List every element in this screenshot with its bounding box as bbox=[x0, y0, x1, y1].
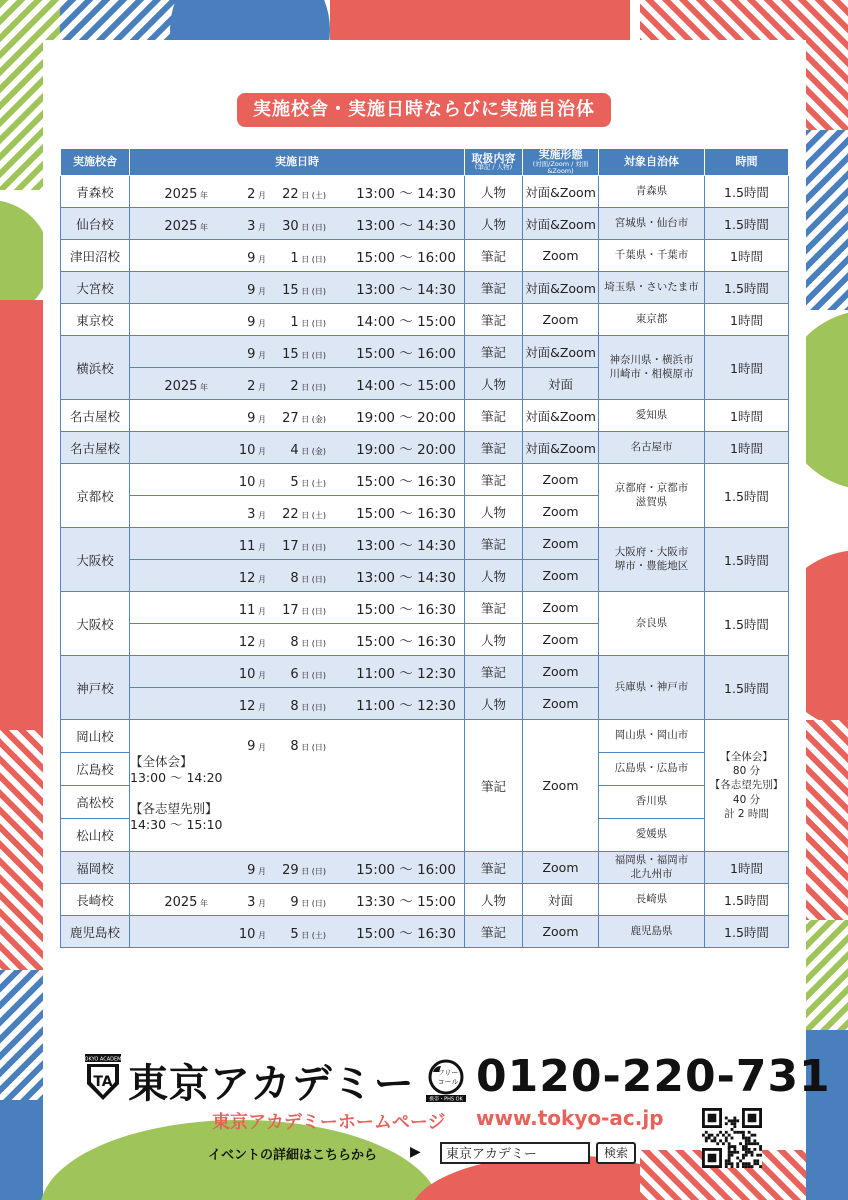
duration-cell: 1時間 bbox=[705, 304, 789, 336]
format-cell: Zoom bbox=[523, 240, 599, 272]
datetime-cell: 11 月 17 日 (日) 15:00 ～ 16:30 bbox=[130, 592, 465, 624]
brand-name: 東京アカデミー bbox=[128, 1061, 415, 1107]
table-row bbox=[61, 884, 789, 916]
content-cell: 人物 bbox=[465, 884, 523, 916]
content-cell: 筆記 bbox=[465, 304, 523, 336]
duration-cell: 1.5時間 bbox=[705, 176, 789, 208]
school-cell: 大阪校 bbox=[61, 528, 130, 592]
format-cell: 対面&Zoom bbox=[523, 176, 599, 208]
content-cell: 筆記 bbox=[465, 272, 523, 304]
duration-cell: 1時間 bbox=[705, 400, 789, 432]
duration-cell: 1.5時間 bbox=[705, 592, 789, 656]
content-cell: 筆記 bbox=[465, 916, 523, 948]
datetime-cell: 10 月 4 日 (金) 19:00 ～ 20:00 bbox=[130, 432, 465, 464]
municipality-cell: 鹿児島県 bbox=[599, 916, 705, 948]
municipality-cell: 東京都 bbox=[599, 304, 705, 336]
svg-text:コール: コール bbox=[437, 1078, 459, 1086]
format-cell: Zoom bbox=[523, 496, 599, 528]
school-cell: 大宮校 bbox=[61, 272, 130, 304]
table-row bbox=[61, 240, 789, 272]
format-cell: 対面&Zoom bbox=[523, 400, 599, 432]
school-cell: 岡山校 bbox=[61, 720, 130, 753]
municipality-cell: 愛媛県 bbox=[599, 819, 705, 852]
datetime-cell: 2025 年 2 月 2 日 (日) 14:00 ～ 15:00 bbox=[130, 368, 465, 400]
format-cell: 対面 bbox=[523, 884, 599, 916]
school-cell: 福岡校 bbox=[61, 852, 130, 884]
municipality-cell: 宮城県・仙台市 bbox=[599, 208, 705, 240]
homepage-label: 東京アカデミーホームページ bbox=[212, 1112, 446, 1133]
duration-cell: 1.5時間 bbox=[705, 528, 789, 592]
table-row bbox=[61, 272, 789, 304]
school-cell: 名古屋校 bbox=[61, 400, 130, 432]
datetime-cell: 10 月 5 日 (土) 15:00 ～ 16:30 bbox=[130, 464, 465, 496]
datetime-cell: 10 月 5 日 (土) 15:00 ～ 16:30 bbox=[130, 916, 465, 948]
table-row bbox=[61, 528, 789, 560]
content-cell: 人物 bbox=[465, 496, 523, 528]
school-cell: 長崎校 bbox=[61, 884, 130, 916]
svg-text:TA: TA bbox=[93, 1074, 113, 1090]
search-input[interactable]: 東京アカデミー bbox=[440, 1142, 590, 1164]
format-cell: Zoom bbox=[523, 464, 599, 496]
format-cell: 対面&Zoom bbox=[523, 272, 599, 304]
school-cell: 松山校 bbox=[61, 819, 130, 852]
table-row bbox=[61, 400, 789, 432]
content-cell: 筆記 bbox=[465, 592, 523, 624]
svg-text:TOKYO ACADEMY: TOKYO ACADEMY bbox=[81, 1056, 125, 1063]
datetime-cell: 12 月 8 日 (日) 11:00 ～ 12:30 bbox=[130, 688, 465, 720]
municipality-cell: 兵庫県・神戸市 bbox=[599, 656, 705, 720]
school-cell: 神戸校 bbox=[61, 656, 130, 720]
table-row bbox=[61, 656, 789, 688]
datetime-cell: 12 月 8 日 (日) 15:00 ～ 16:30 bbox=[130, 624, 465, 656]
header-content: 取扱内容 (筆記 / 人物) bbox=[465, 149, 523, 176]
content-cell: 人物 bbox=[465, 624, 523, 656]
duration-cell: 【全体会】 80 分 【各志望先別】 40 分 計 2 時間 bbox=[705, 720, 789, 852]
school-cell: 仙台校 bbox=[61, 208, 130, 240]
datetime-cell: 9 月 29 日 (日) 15:00 ～ 16:00 bbox=[130, 852, 465, 884]
format-cell: Zoom bbox=[523, 528, 599, 560]
content-cell: 筆記 bbox=[465, 464, 523, 496]
municipality-cell: 長崎県 bbox=[599, 884, 705, 916]
content-cell: 人物 bbox=[465, 560, 523, 592]
duration-cell: 1.5時間 bbox=[705, 464, 789, 528]
datetime-cell: 3 月 22 日 (土) 15:00 ～ 16:30 bbox=[130, 496, 465, 528]
school-cell: 京都校 bbox=[61, 464, 130, 528]
school-cell: 高松校 bbox=[61, 786, 130, 819]
school-cell: 広島校 bbox=[61, 753, 130, 786]
school-cell: 名古屋校 bbox=[61, 432, 130, 464]
datetime-cell: 9 月 15 日 (日) 15:00 ～ 16:00 bbox=[130, 336, 465, 368]
municipality-cell: 香川県 bbox=[599, 786, 705, 819]
school-cell: 青森校 bbox=[61, 176, 130, 208]
duration-cell: 1.5時間 bbox=[705, 916, 789, 948]
datetime-cell: 11 月 17 日 (日) 13:00 ～ 14:30 bbox=[130, 528, 465, 560]
content-cell: 人物 bbox=[465, 176, 523, 208]
municipality-cell: 奈良県 bbox=[599, 592, 705, 656]
municipality-cell: 青森県 bbox=[599, 176, 705, 208]
datetime-cell: 12 月 8 日 (日) 13:00 ～ 14:30 bbox=[130, 560, 465, 592]
table-row bbox=[61, 176, 789, 208]
datetime-cell: 9 月 8 日 (日)【全体会】 13:00 ～ 14:20 【各志望先別】 14:30 ～ 15:10 bbox=[130, 720, 465, 852]
header-school: 実施校舎 bbox=[61, 149, 130, 176]
content-cell: 人物 bbox=[465, 368, 523, 400]
table-row bbox=[61, 852, 789, 884]
table-row bbox=[61, 304, 789, 336]
header-datetime: 実施日時 bbox=[130, 149, 465, 176]
content-cell: 筆記 bbox=[465, 336, 523, 368]
search-button[interactable]: 検索 bbox=[596, 1142, 636, 1164]
homepage-url[interactable]: www.tokyo-ac.jp bbox=[476, 1106, 664, 1130]
format-cell: 対面&Zoom bbox=[523, 208, 599, 240]
table-row bbox=[61, 208, 789, 240]
table-row bbox=[61, 336, 789, 368]
header-duration: 時間 bbox=[705, 149, 789, 176]
content-cell: 筆記 bbox=[465, 528, 523, 560]
datetime-cell: 2025 年 3 月 30 日 (日) 13:00 ～ 14:30 bbox=[130, 208, 465, 240]
municipality-cell: 名古屋市 bbox=[599, 432, 705, 464]
svg-text:フリー: フリー bbox=[437, 1069, 459, 1077]
duration-cell: 1時間 bbox=[705, 240, 789, 272]
datetime-cell: 9 月 1 日 (日) 14:00 ～ 15:00 bbox=[130, 304, 465, 336]
municipality-cell: 福岡県・福岡市 北九州市 bbox=[599, 852, 705, 884]
format-cell: Zoom bbox=[523, 592, 599, 624]
format-cell: Zoom bbox=[523, 304, 599, 336]
school-cell: 鹿児島校 bbox=[61, 916, 130, 948]
municipality-cell: 岡山県・岡山市 bbox=[599, 720, 705, 753]
logo-icon bbox=[81, 1054, 125, 1102]
svg-text:携帯・PHS OK: 携帯・PHS OK bbox=[429, 1096, 463, 1103]
content-cell: 筆記 bbox=[465, 432, 523, 464]
format-cell: 対面&Zoom bbox=[523, 432, 599, 464]
table-header-row bbox=[61, 149, 789, 176]
format-cell: 対面&Zoom bbox=[523, 336, 599, 368]
datetime-cell: 2025 年 3 月 9 日 (日) 13:30 ～ 15:00 bbox=[130, 884, 465, 916]
content-cell: 筆記 bbox=[465, 656, 523, 688]
municipality-cell: 神奈川県・横浜市 川崎市・相模原市 bbox=[599, 336, 705, 400]
datetime-cell: 9 月 15 日 (日) 13:00 ～ 14:30 bbox=[130, 272, 465, 304]
format-cell: Zoom bbox=[523, 656, 599, 688]
datetime-cell: 2025 年 2 月 22 日 (土) 13:00 ～ 14:30 bbox=[130, 176, 465, 208]
school-cell: 津田沼校 bbox=[61, 240, 130, 272]
content-cell: 筆記 bbox=[465, 852, 523, 884]
municipality-cell: 広島県・広島市 bbox=[599, 753, 705, 786]
content-cell: 筆記 bbox=[465, 400, 523, 432]
content-cell: 人物 bbox=[465, 688, 523, 720]
municipality-cell: 大阪府・大阪市 堺市・豊能地区 bbox=[599, 528, 705, 592]
format-cell: Zoom bbox=[523, 720, 599, 852]
duration-cell: 1時間 bbox=[705, 432, 789, 464]
datetime-cell: 9 月 27 日 (金) 19:00 ～ 20:00 bbox=[130, 400, 465, 432]
municipality-cell: 埼玉県・さいたま市 bbox=[599, 272, 705, 304]
table-row bbox=[61, 592, 789, 624]
header-municipality: 対象自治体 bbox=[599, 149, 705, 176]
school-cell: 東京校 bbox=[61, 304, 130, 336]
format-cell: Zoom bbox=[523, 852, 599, 884]
table-row bbox=[61, 720, 789, 753]
table-row bbox=[61, 432, 789, 464]
school-cell: 横浜校 bbox=[61, 336, 130, 400]
datetime-cell: 9 月 1 日 (日) 15:00 ～ 16:00 bbox=[130, 240, 465, 272]
content-cell: 筆記 bbox=[465, 240, 523, 272]
datetime-cell: 10 月 6 日 (日) 11:00 ～ 12:30 bbox=[130, 656, 465, 688]
municipality-cell: 愛知県 bbox=[599, 400, 705, 432]
table-row bbox=[61, 464, 789, 496]
duration-cell: 1.5時間 bbox=[705, 656, 789, 720]
format-cell: Zoom bbox=[523, 688, 599, 720]
format-cell: Zoom bbox=[523, 916, 599, 948]
duration-cell: 1.5時間 bbox=[705, 208, 789, 240]
content-cell: 人物 bbox=[465, 208, 523, 240]
table-row bbox=[61, 916, 789, 948]
qr-code-icon[interactable] bbox=[702, 1108, 762, 1168]
school-cell: 大阪校 bbox=[61, 592, 130, 656]
section-title: 実施校舎・実施日時ならびに実施自治体 bbox=[237, 93, 611, 127]
municipality-cell: 京都府・京都市 滋賀県 bbox=[599, 464, 705, 528]
phone-number: 0120-220-731 bbox=[476, 1051, 831, 1102]
schedule-table bbox=[60, 148, 789, 948]
duration-cell: 1.5時間 bbox=[705, 272, 789, 304]
duration-cell: 1時間 bbox=[705, 852, 789, 884]
content-cell: 筆記 bbox=[465, 720, 523, 852]
format-cell: 対面 bbox=[523, 368, 599, 400]
header-format: 実施形態 (対面/Zoom / 対面&Zoom) bbox=[523, 149, 599, 176]
format-cell: Zoom bbox=[523, 624, 599, 656]
duration-cell: 1時間 bbox=[705, 336, 789, 400]
event-details-label: イベントの詳細はこちらから bbox=[208, 1148, 378, 1163]
duration-cell: 1.5時間 bbox=[705, 884, 789, 916]
arrow-right-icon: ▶ bbox=[410, 1144, 421, 1160]
format-cell: Zoom bbox=[523, 560, 599, 592]
municipality-cell: 千葉県・千葉市 bbox=[599, 240, 705, 272]
freecall-icon bbox=[424, 1058, 468, 1102]
